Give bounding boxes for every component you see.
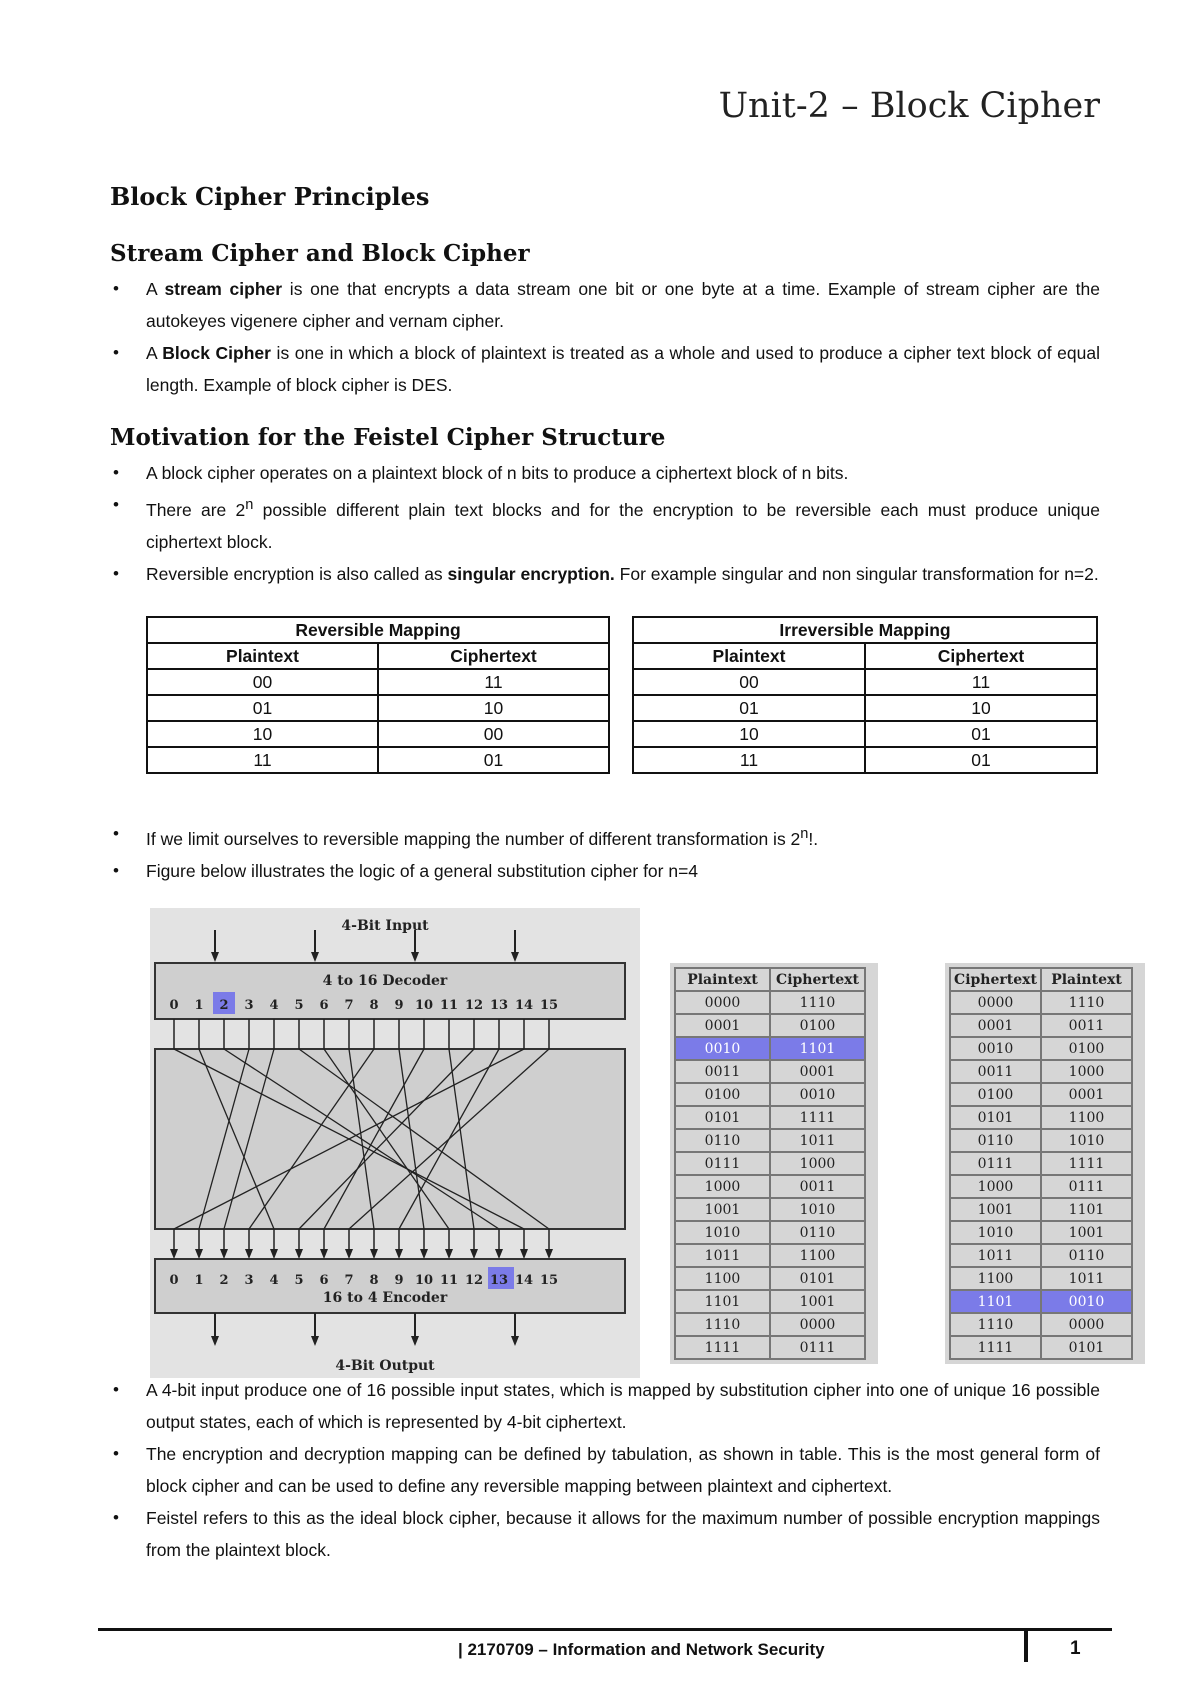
table-row (675, 1290, 865, 1313)
table-row (675, 1060, 865, 1083)
table-row (950, 1152, 1132, 1175)
decoder-position-label: 14 (514, 998, 534, 1013)
table-cell: 1111 (675, 1336, 770, 1359)
table-row (950, 1129, 1132, 1152)
encoder-position-label: 9 (394, 1273, 404, 1288)
stream-cipher-list (110, 273, 1100, 401)
decoder-position-label: 13 (489, 998, 509, 1013)
decoder-label: 4 to 16 Decoder (322, 973, 448, 989)
table-cell: 0101 (675, 1106, 770, 1129)
table-cell: 1011 (770, 1129, 865, 1152)
encoder-position-label: 0 (169, 1273, 179, 1288)
table-cell: 0011 (950, 1060, 1041, 1083)
ciphertext-cell: 01 (865, 721, 1097, 747)
table-row (147, 747, 609, 773)
table-cell: 1001 (950, 1198, 1041, 1221)
stream-cipher-heading: Stream Cipher and Block Cipher (110, 240, 530, 267)
plaintext-cell: 01 (147, 695, 378, 721)
column-header: Ciphertext (865, 643, 1097, 669)
decoder-position-label: 12 (464, 998, 484, 1013)
table-cell: 1000 (770, 1152, 865, 1175)
table-row (675, 1083, 865, 1106)
decryption-lookup-table (945, 963, 1145, 1364)
encoder-position-label: 7 (344, 1273, 354, 1288)
table-cell: 0010 (1041, 1290, 1132, 1313)
ciphertext-cell: 11 (378, 669, 609, 695)
table-cell: 0011 (770, 1175, 865, 1198)
plaintext-cell: 11 (633, 747, 865, 773)
table-cell: 1110 (770, 991, 865, 1014)
decoder-position-label: 6 (319, 998, 329, 1013)
table-cell: 1011 (1041, 1267, 1132, 1290)
reversible-mapping-table (146, 616, 610, 774)
table-row (675, 1106, 865, 1129)
table-cell: 0010 (950, 1037, 1041, 1060)
table-cell: 1000 (1041, 1060, 1132, 1083)
ciphertext-cell: 10 (865, 695, 1097, 721)
table-cell: 1111 (1041, 1152, 1132, 1175)
encoder-position-label: 3 (244, 1273, 254, 1288)
table-row (675, 1175, 865, 1198)
table-row (950, 1244, 1132, 1267)
table-row (675, 1336, 865, 1359)
table-cell: 1100 (770, 1244, 865, 1267)
table-cell: 1100 (950, 1267, 1041, 1290)
feistel-motivation-heading: Motivation for the Feistel Cipher Structure (110, 424, 666, 451)
encoder-position-label: 12 (464, 1273, 484, 1288)
table-row (950, 991, 1132, 1014)
table-cell: 1011 (675, 1244, 770, 1267)
table-cell: 0111 (675, 1152, 770, 1175)
feistel-motivation-list (110, 457, 1100, 590)
table-cell: 1010 (950, 1221, 1041, 1244)
table-cell: 1100 (675, 1267, 770, 1290)
table-cell: 0111 (950, 1152, 1041, 1175)
encoder-position-label: 15 (539, 1273, 559, 1288)
footer-course: | 2170709 – Information and Network Security (458, 1640, 825, 1659)
table-cell: 0010 (675, 1037, 770, 1060)
encoder-label: 16 to 4 Encoder (322, 1290, 448, 1306)
table-cell: 0001 (1041, 1083, 1132, 1106)
encoder-position-label: 6 (319, 1273, 329, 1288)
table-row (950, 1037, 1132, 1060)
column-header: Plaintext (633, 643, 865, 669)
list-item: • Feistel refers to this as the ideal block cipher, because it allows for the maximum number of possible encryption mappings from the plaintext block. (110, 1502, 1100, 1566)
list-item: • A 4-bit input produce one of 16 possible input states, which is mapped by substitution cipher into one of unique 16 possible output states, each of which is represented by 4-bit ciphertext. (110, 1374, 1100, 1438)
footer-divider (98, 1628, 1112, 1631)
table-cell: 0110 (950, 1129, 1041, 1152)
table-cell: 1101 (770, 1037, 865, 1060)
decoder-position-label: 0 (169, 998, 179, 1013)
table-cell: 1101 (950, 1290, 1041, 1313)
table-cell: 1110 (950, 1313, 1041, 1336)
table-cell: 1111 (950, 1336, 1041, 1359)
plaintext-cell: 10 (633, 721, 865, 747)
table-cell: 1110 (1041, 991, 1132, 1014)
list-item: • A block cipher operates on a plaintext block of n bits to produce a ciphertext block of n bits. (110, 457, 1100, 489)
column-header: Plaintext (675, 968, 770, 991)
plaintext-cell: 01 (633, 695, 865, 721)
list-item: • There are 2$^n$ possible different plain text blocks and for the encryption to be reversible each must produce unique ciphertext block. (110, 489, 1100, 558)
irreversible-mapping-table (632, 616, 1098, 774)
table-cell: 0011 (675, 1060, 770, 1083)
table-title: Reversible Mapping (147, 617, 609, 643)
table-row (675, 1014, 865, 1037)
decoder-position-label: 4 (269, 998, 279, 1013)
ciphertext-cell: 01 (865, 747, 1097, 773)
table-cell: 0101 (770, 1267, 865, 1290)
output-label: 4-Bit Output (335, 1358, 435, 1374)
table-row (633, 721, 1097, 747)
table-row (675, 1152, 865, 1175)
table-cell: 1010 (1041, 1129, 1132, 1152)
table-row (950, 1267, 1132, 1290)
table-cell: 1011 (950, 1244, 1041, 1267)
column-header: Ciphertext (950, 968, 1041, 991)
table-cell: 0100 (675, 1083, 770, 1106)
encoder-position-label: 5 (294, 1273, 304, 1288)
page-number: 1 (1070, 1638, 1081, 1659)
decoder-encoder-diagram (150, 908, 640, 1378)
table-cell: 1010 (675, 1221, 770, 1244)
table-row (675, 1244, 865, 1267)
table-row (950, 1175, 1132, 1198)
table-cell: 0101 (950, 1106, 1041, 1129)
list-item: • If we limit ourselves to reversible mapping the number of different transformation is 2$^n$!. (110, 818, 1100, 855)
table-row (633, 695, 1097, 721)
table-row (147, 695, 609, 721)
decoder-position-label: 9 (394, 998, 404, 1013)
table-cell: 1001 (770, 1290, 865, 1313)
input-label: 4-Bit Input (341, 918, 429, 934)
table-cell: 1110 (675, 1313, 770, 1336)
table-row (950, 1083, 1132, 1106)
decoder-position-label: 11 (439, 998, 459, 1013)
decoder-position-label: 8 (369, 998, 379, 1013)
mapping-notes-list (110, 818, 1100, 887)
encoder-position-label: 11 (439, 1273, 459, 1288)
decoder-position-label: 2 (219, 998, 229, 1013)
table-row (675, 1198, 865, 1221)
substitution-cipher-figure (150, 908, 1140, 1378)
ideal-block-cipher-list (110, 1374, 1100, 1566)
table-cell: 1100 (1041, 1106, 1132, 1129)
ciphertext-cell: 01 (378, 747, 609, 773)
table-row (950, 1198, 1132, 1221)
table-cell: 0111 (1041, 1175, 1132, 1198)
table-cell: 1101 (675, 1290, 770, 1313)
column-header: Plaintext (1041, 968, 1132, 991)
table-cell: 0011 (1041, 1014, 1132, 1037)
encoder-position-label: 4 (269, 1273, 279, 1288)
list-item: • Figure below illustrates the logic of a general substitution cipher for n=4 (110, 855, 1100, 887)
table-row (950, 1060, 1132, 1083)
decoder-position-label: 5 (294, 998, 304, 1013)
plaintext-cell: 00 (147, 669, 378, 695)
column-header: Plaintext (147, 643, 378, 669)
table-cell: 0110 (675, 1129, 770, 1152)
list-item: • A stream cipher is one that encrypts a data stream one bit or one byte at a time. Example of stream cipher are the autokeyes vigenere cipher and vernam cipher. (110, 273, 1100, 337)
list-item: • Reversible encryption is also called as singular encryption. For example singular and non singular transformation for n=2. (110, 558, 1100, 590)
table-cell: 0110 (1041, 1244, 1132, 1267)
table-row (675, 1267, 865, 1290)
encoder-position-label: 1 (194, 1273, 204, 1288)
table-cell: 1101 (1041, 1198, 1132, 1221)
table-row (147, 669, 609, 695)
table-cell: 0001 (770, 1060, 865, 1083)
ciphertext-cell: 11 (865, 669, 1097, 695)
encoder-position-label: 8 (369, 1273, 379, 1288)
table-cell: 0101 (1041, 1336, 1132, 1359)
table-cell: 1111 (770, 1106, 865, 1129)
list-item: • A Block Cipher is one in which a block of plaintext is treated as a whole and used to produce a cipher text block of equal length. Example of block cipher is DES. (110, 337, 1100, 401)
table-title: Irreversible Mapping (633, 617, 1097, 643)
table-row (675, 1037, 865, 1060)
table-row (950, 1313, 1132, 1336)
ciphertext-cell: 10 (378, 695, 609, 721)
decoder-position-label: 10 (414, 998, 434, 1013)
table-row (675, 1129, 865, 1152)
list-item: • The encryption and decryption mapping can be defined by tabulation, as shown in table. This is the most general form of block cipher and can be used to define any reversible mapping between plaintext and ciphertext. (110, 1438, 1100, 1502)
encoder-position-label: 10 (414, 1273, 434, 1288)
decoder-position-label: 7 (344, 998, 354, 1013)
table-cell: 1010 (770, 1198, 865, 1221)
column-header: Ciphertext (378, 643, 609, 669)
table-cell: 0010 (770, 1083, 865, 1106)
table-cell: 1001 (675, 1198, 770, 1221)
plaintext-cell: 11 (147, 747, 378, 773)
table-cell: 1000 (675, 1175, 770, 1198)
table-cell: 0100 (1041, 1037, 1132, 1060)
encoder-position-label: 13 (489, 1273, 509, 1288)
table-cell: 1000 (950, 1175, 1041, 1198)
table-row (675, 1313, 865, 1336)
table-row (675, 991, 865, 1014)
table-row (633, 747, 1097, 773)
table-cell: 0000 (675, 991, 770, 1014)
table-cell: 0000 (1041, 1313, 1132, 1336)
encryption-lookup-table (670, 963, 878, 1364)
table-cell: 1001 (1041, 1221, 1132, 1244)
decoder-position-label: 1 (194, 998, 204, 1013)
section-title: Block Cipher Principles (110, 182, 430, 211)
unit-title: Unit-2 – Block Cipher (718, 86, 1100, 126)
table-cell: 0000 (770, 1313, 865, 1336)
table-cell: 0100 (770, 1014, 865, 1037)
table-row (675, 1221, 865, 1244)
table-cell: 0001 (675, 1014, 770, 1037)
table-cell: 0100 (950, 1083, 1041, 1106)
encoder-position-label: 2 (219, 1273, 229, 1288)
footer-separator (1024, 1630, 1028, 1662)
table-row (950, 1221, 1132, 1244)
ciphertext-cell: 00 (378, 721, 609, 747)
decoder-position-label: 3 (244, 998, 254, 1013)
table-row (950, 1014, 1132, 1037)
encoder-position-label: 14 (514, 1273, 534, 1288)
table-row (147, 721, 609, 747)
table-cell: 0001 (950, 1014, 1041, 1037)
table-row (633, 669, 1097, 695)
table-row (950, 1336, 1132, 1359)
table-cell: 0000 (950, 991, 1041, 1014)
column-header: Ciphertext (770, 968, 865, 991)
plaintext-cell: 10 (147, 721, 378, 747)
plaintext-cell: 00 (633, 669, 865, 695)
table-row (950, 1290, 1132, 1313)
table-cell: 0110 (770, 1221, 865, 1244)
table-cell: 0111 (770, 1336, 865, 1359)
decoder-position-label: 15 (539, 998, 559, 1013)
table-row (950, 1106, 1132, 1129)
